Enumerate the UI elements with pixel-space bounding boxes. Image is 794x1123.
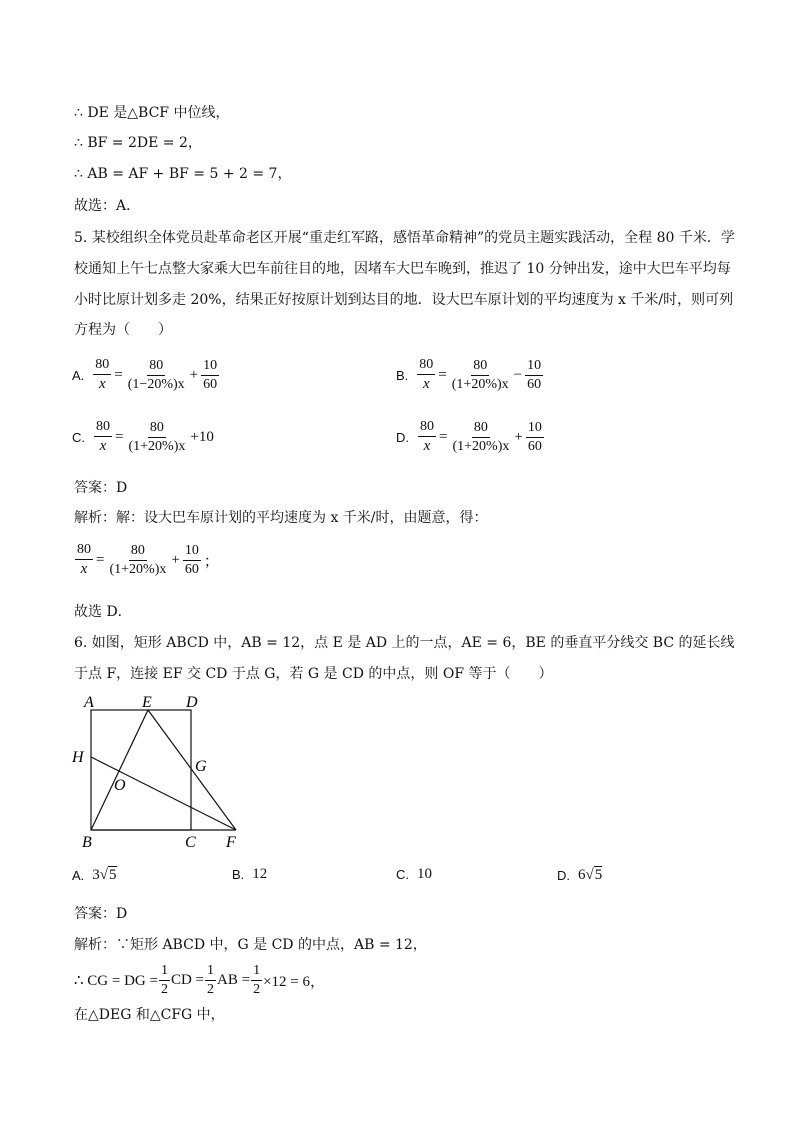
rectangle-abcd (91, 710, 191, 830)
q5-equation: $\frac{80}{x}$ = $\frac{80}{(1+20\%)x}$ + $\frac{10}{60}$ ； (77, 542, 219, 577)
fraction: $\frac{10}{60}$ (184, 542, 199, 577)
fraction: $\frac{10}{60}$ (203, 357, 218, 392)
label-f: F (226, 834, 236, 851)
text-line: ∴ DE 是△BCF 中位线， (74, 105, 230, 121)
fraction: $\frac{10}{60}$ (527, 419, 542, 454)
q6-stem: 于点 F，连接 EF 交 CD 于点 G，若 G 是 CD 的中点，则 OF 等于（ ） (74, 666, 553, 682)
q6-option-a[interactable]: A. 3 √ 5 (72, 866, 117, 883)
q5-option-b[interactable]: B. $\frac{80}{x}$ = $\frac{80}{(1+20\%)x}$ − $\frac{10}{60}$ (396, 357, 542, 392)
q6-analysis-equation: ∴ CG = DG = $\frac{1}{2}$ CD = $\frac{1}{2}$ AB = $\frac{1}{2}$ ×12 = 6， (74, 963, 325, 997)
q6-stem: 6. 如图，矩形 ABCD 中，AB = 12，点 E 是 AD 上的一点，AE = 6，BE 的垂直平分线交 BC 的延长线 (74, 635, 735, 651)
fraction: $\frac{80}{x}$ (77, 542, 91, 577)
fraction: $\frac{80}{x}$ (420, 419, 434, 454)
fraction: $\frac{1}{2}$ (160, 963, 168, 997)
fraction: $\frac{80}{(1+20\%)x}$ (128, 419, 186, 454)
option-label: B. (232, 867, 245, 882)
q5-stem: 5. 某校组织全体党员赴革命老区开展“重走红军路，感悟革命精神”的党员主题实践活动，全程 80 千米．学 (74, 230, 735, 246)
label-a: A (84, 694, 94, 711)
segment-ef (148, 710, 236, 830)
fraction: $\frac{80}{x}$ (96, 419, 110, 454)
fraction: $\frac{80}{x}$ (95, 357, 110, 392)
text-line: ∴ AB = AF + BF = 5 + 2 = 7， (74, 166, 292, 182)
option-label: C. (72, 429, 85, 445)
option-label: A. (72, 367, 85, 383)
label-e: E (142, 694, 152, 711)
fraction: $\frac{80}{(1-20\%)x}$ (127, 357, 185, 392)
fraction: $\frac{1}{2}$ (207, 963, 215, 997)
q5-answer: 答案：D (74, 480, 128, 496)
q5-option-a[interactable]: A. $\frac{80}{x}$ = $\frac{80}{(1-20\%)x}$ + $\frac{10}{60}$ (72, 357, 218, 392)
q5-conclusion: 故选 D． (74, 604, 132, 620)
q6-option-d[interactable]: D. 6 √ 5 (557, 866, 603, 883)
q5-stem: 方程为（ ） (74, 322, 172, 338)
q5-option-d[interactable]: D. $\frac{80}{x}$ = $\frac{80}{(1+20\%)x}$ + $\frac{10}{60}$ (396, 419, 542, 454)
option-label: A. (72, 867, 85, 883)
label-b: B (82, 834, 92, 851)
q6-option-b[interactable]: B. 12 (232, 866, 268, 882)
q6-answer: 答案：D (74, 906, 128, 922)
q5-stem: 校通知上午七点整大家乘大巴车前往目的地，因堵车大巴车晚到，推迟了 10 分钟出发，途中大巴车平均每 (74, 261, 731, 277)
q5-analysis: 解析：解：设大巴车原计划的平均速度为 x 千米/时，由题意，得： (74, 510, 488, 526)
fraction: $\frac{80}{(1+20\%)x}$ (109, 542, 167, 577)
fraction: $\frac{80}{x}$ (419, 357, 434, 392)
label-o: O (114, 777, 126, 794)
q6-analysis: 解析：∵矩形 ABCD 中，G 是 CD 的中点，AB = 12， (74, 937, 427, 953)
fraction: $\frac{10}{60}$ (527, 357, 542, 392)
option-label: D. (557, 867, 570, 883)
label-c: C (185, 834, 196, 851)
fraction: $\frac{1}{2}$ (253, 963, 261, 997)
geometry-figure (66, 690, 256, 852)
q6-option-c[interactable]: C. 10 (396, 866, 432, 882)
text-line: 故选：A． (74, 198, 141, 214)
label-h: H (72, 749, 84, 766)
text-line: ∴ BF = 2DE = 2， (74, 135, 202, 151)
q6-analysis: 在△DEG 和△CFG 中， (74, 1007, 225, 1023)
fraction: $\frac{80}{(1+20\%)x}$ (451, 357, 509, 392)
label-d: D (186, 694, 198, 711)
segment-be (91, 710, 148, 830)
option-label: C. (396, 867, 409, 882)
segment-hf (91, 757, 236, 830)
option-label: D. (396, 429, 409, 445)
label-g: G (195, 758, 207, 775)
q5-stem: 小时比原计划多走 20%，结果正好按原计划到达目的地．设大巴车原计划的平均速度为 x 千米/时，则可列 (74, 292, 734, 308)
q5-option-c[interactable]: C. $\frac{80}{x}$ = $\frac{80}{(1+20\%)x}$ +10 (72, 419, 214, 454)
fraction: $\frac{80}{(1+20\%)x}$ (452, 419, 510, 454)
option-label: B. (396, 367, 409, 383)
